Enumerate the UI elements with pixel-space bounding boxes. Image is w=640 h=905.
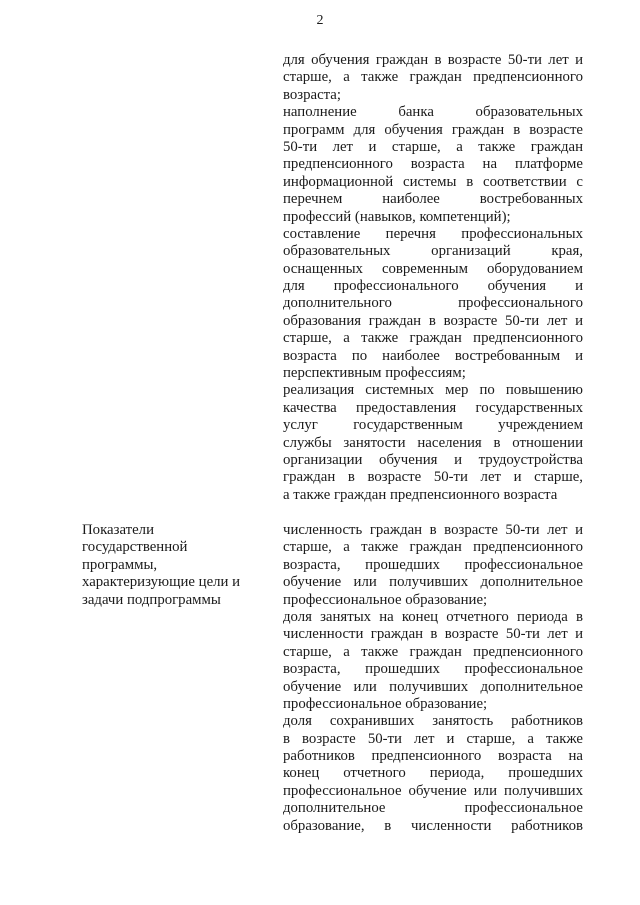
text-line: организации обучения и трудоустройства — [283, 451, 583, 468]
text-line: обучение или получивших дополнительное — [283, 678, 583, 695]
text-line: обучение или получивших дополнительное — [283, 574, 583, 591]
text-line: работников предпенсионного возраста на — [283, 748, 583, 765]
text-line: программ для обучения граждан в возрасте — [283, 121, 583, 138]
indicators-label-cell — [82, 522, 272, 609]
text-line: наполнение банка образовательных — [283, 104, 583, 121]
text-line: старше, а также граждан предпенсионного — [283, 330, 583, 347]
text-line: доля сохранивших занятость работников — [283, 713, 583, 730]
text-line: услуг государственным учреждением — [283, 417, 583, 434]
text-line: дополнительного профессионального — [283, 295, 583, 312]
text-line: образования граждан в возрасте 50-ти лет и — [283, 312, 583, 329]
left-cell-line: государственной — [82, 539, 188, 556]
left-cell-line: характеризующие цели и — [82, 574, 241, 591]
page-number: 2 — [316, 13, 324, 28]
indicators-text-block — [283, 522, 583, 835]
text-line: численность граждан в возрасте 50-ти лет и — [283, 522, 583, 538]
text-line: составление перечня профессиональных — [283, 225, 583, 242]
text-line: образовательных организаций края, — [283, 243, 583, 260]
text-line: предпенсионного возраста на платформе — [283, 156, 583, 173]
text-line: в возрасте 50-ти лет и старше, а также — [283, 730, 583, 747]
text-line: перспективным профессиям; — [283, 365, 466, 382]
text-line: старше, а также граждан предпенсионного — [283, 539, 583, 556]
text-line: возраста, прошедших профессиональное — [283, 556, 583, 573]
text-line: а также граждан предпенсионного возраста — [283, 486, 558, 503]
text-line: численности граждан в возрасте 50-ти лет и — [283, 626, 583, 643]
left-cell-line: задачи подпрограммы — [82, 591, 221, 608]
text-line: для профессионального обучения и — [283, 278, 583, 295]
text-line: возраста по наиболее востребованным и — [283, 347, 583, 364]
text-line: для обучения граждан в возрасте 50-ти лет и — [283, 52, 583, 68]
left-cell-line: программы, — [82, 556, 158, 573]
text-line: возраста, прошедших профессиональное — [283, 661, 583, 678]
text-line: профессиональное обучение или получивших — [283, 782, 583, 799]
text-line: оснащенных современным оборудованием — [283, 260, 583, 277]
text-line: старше, а также граждан предпенсионного — [283, 69, 583, 86]
text-line: перечнем наиболее востребованных — [283, 191, 583, 208]
text-line: возраста; — [283, 86, 341, 103]
text-line: старше, а также граждан предпенсионного — [283, 643, 583, 660]
text-line: доля занятых на конец отчетного периода в — [283, 608, 583, 625]
left-cell-line: Показатели — [82, 522, 154, 538]
text-line: образование, в численности работников — [283, 817, 583, 834]
text-line: 50-ти лет и старше, а также граждан — [283, 138, 583, 155]
text-line: реализация системных мер по повышению — [283, 382, 583, 399]
text-line: конец отчетного периода, прошедших — [283, 765, 583, 782]
text-line: профессиональное образование; — [283, 591, 488, 608]
text-line: информационной системы в соответствии с — [283, 173, 583, 190]
text-line: профессий (навыков, компетенций); — [283, 208, 511, 225]
tasks-text-block — [283, 52, 583, 504]
text-line: граждан в возрасте 50-ти лет и старше, — [283, 469, 583, 486]
text-line: профессиональное образование; — [283, 695, 488, 712]
text-line: дополнительное профессиональное — [283, 800, 583, 817]
text-line: качества предоставления государственных — [283, 399, 583, 416]
text-line: службы занятости населения в отношении — [283, 434, 583, 451]
